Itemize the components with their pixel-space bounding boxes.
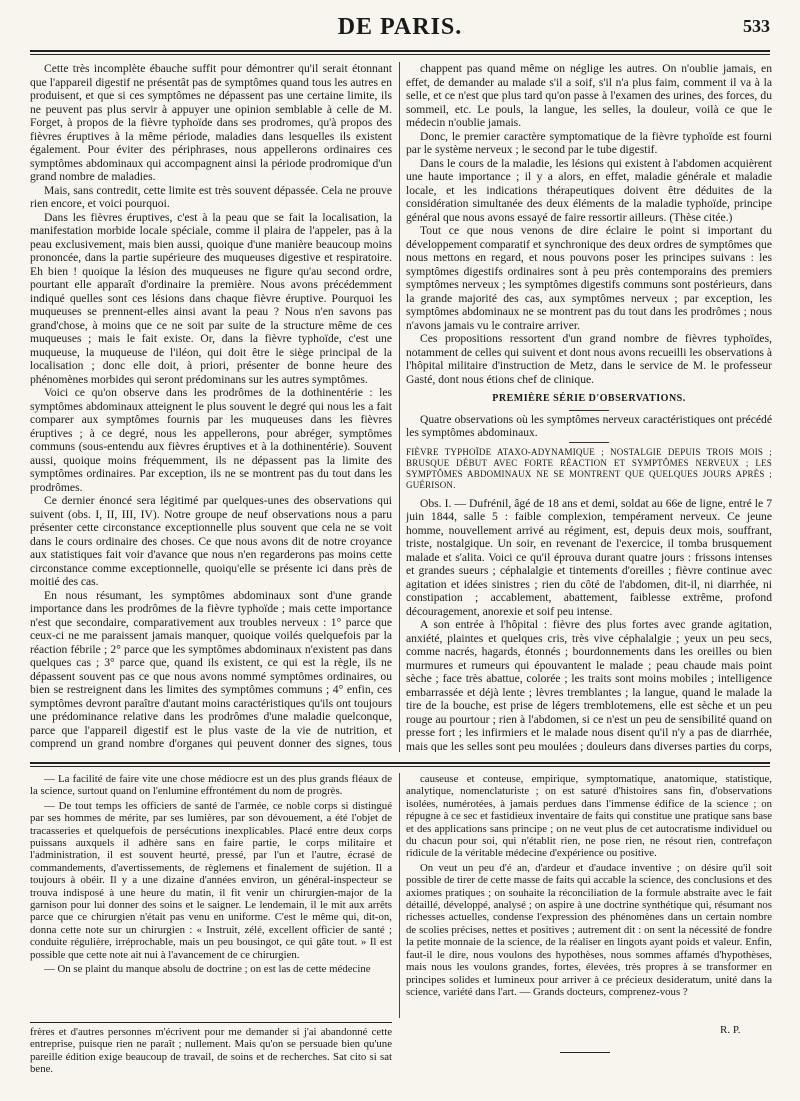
observation-paragraph: Obs. I. — Dufrénil, âgé de 18 ans et demi, soldat au 66e de ligne, entré le 7 juin 1844, salle 5 : faible complexion, tempérament nerveux. Ce jeune homme, nouvellement arrivé au régiment, est, depuis deux mois, souffrant, triste, nostalgique. Un soir, en revenant de l'exercice, il tomba brusquement malade et s'alita. Voici ce qu'il éprouva durant quatre jours : frissons intenses et grandes sueurs ; céphalalgie et tintements d'oreilles ; fièvre continue avec agitation et idées sinistres ; rien du côté de l'abdomen, dit-il, ni diarrhée, ni constipation ; accablement, abattement, faiblesse extrême, profond découragement, anorexie et soif peu intense. [406,496,772,618]
paragraph: Donc, le premier caractère symptomatique de la fièvre typhoïde est fourni par le système nerveux ; le second par le tube digestif. [406,129,772,156]
feuilleton-paragraph: On veut un peu d'é an, d'ardeur et d'audace inventive ; on désire qu'il soit possible de tirer de cette masse de faits qui accable la science, des conclusions et des axiomes pratiques ; on souhaite la réconciliation de la formule abstraite avec le fait détaillé, développé, analysé ; on aspire à une doctrine synthétique qui, résumant nos richesses actuelles, condense l'expression des phénomènes dans un certain nombre de scolies précises, nettes et positives ; autrement dit : on sent la nécessité de fondre la petite monnaie de la science, de la réaliser en lingots ayant poids et valeur. Enfin, faut-il le dire, nous voulons des hypothèses, nous sommes affamés d'hypothèses, mais nous les voulons grandes, fortes, élevées, très propres à se transformer en principes solides et lumineux pour arriver à ce précieux desideratum, unité dans la science, variété dans l'art. — Grands docteurs, comprenez-vous ? [406,861,772,998]
paragraph: Voici ce qu'on observe dans les prodrômes de la dothinentérie : les symptômes abdominaux atteignent le plus souvent le degré qui nous les a fait comparer aux symptômes fournis par les muqueuses dans les fièvres éruptives ; à ce degré, nous les appellerons, pour abréger, symptômes communs (sous-entendu aux fièvres éruptives et à la dothinentérie). Souvent aussi, quoique moins fréquemment, ils ne dépassent pas la limite des symptômes ordinaires. Par exception, ils ne se montrent pas du tout dans les prodrômes. [30,386,392,494]
running-title: DE PARIS. [337,14,463,40]
feuilleton-column-left [30,773,392,1018]
paragraph: Mais, sans contredit, cette limite est très souvent dépassée. Cela ne prouve rien encore, et voici pourquoi. [30,183,392,210]
section-rule [569,410,609,411]
running-head [30,14,770,44]
feuilleton-paragraph: causeuse et conteuse, empirique, symptomatique, anatomique, statistique, analytique, nomenclaturiste ; on est saturé d'histoires sans fin, d'observations isolées, numérotées, à jamais perdues dans l'immense édifice de la science ; on répugne à ce sec et fastidieux inventaire de faits qui constitue une pratique sans base et des applications sans principe ; on ne veut plus de cet autocratisme individuel ou du chacun pour soi, qui n'établit rien, ne pose rien, ne résout rien, contrefaçon ridicule de la véritable médecine d'expérience ou positive. [406,773,772,860]
paragraph: Ce dernier énoncé sera légitimé par quelques-unes des observations qui suivent (obs. I, II, III, IV). Notre groupe de neuf observations nous a paru présenter cette circonstance exceptionnelle plus souvent que cela ne se voit dans le cours ordinaire des choses. Ce que nous avons dit de notre croyance aux statistiques fait voir d'avance que nous n'en regarderons pas moins cette circonstance comme exceptionnelle, quoiqu'elle se présente ici dans près de moitié des cas. [30,494,392,588]
paragraph: Ces propositions ressortent d'un grand nombre de fièvres typhoïdes, notamment de celles qui suivent et dont nous avons recueilli les observations à l'hôpital militaire d'instruction de Metz, dans le service de M. le professeur Gasté, dont nous étions chef de clinique. [406,332,772,386]
paragraph: Cette très incomplète ébauche suffit pour démontrer qu'il serait étonnant que l'appareil digestif ne présentât pas de symptômes quand tous les autres en produisent, et que si ces symptômes ne dépassent pas une certaine limite, ils ne peuvent pas plus servir à appuyer une opinion semblable à celle de M. Forget, à propos de la fièvre typhoïde dans ses prodromes, qu'à propos des fièvres éruptives à la même période, maladies dans lesquelles ils existent également. Pour éviter des périphrases, nous appellerons ordinaires ces symptômes abdominaux qui accompagnent ainsi la période prodromique d'un grand nombre de maladies. [30,62,392,183]
feuilleton-bottom-left [30,1026,392,1086]
column-divider [399,62,400,752]
feuilleton-paragraph: — La facilité de faire vite une chose médiocre est un des plus grands fléaux de la science, surtout quand on l'enlumine effrontément du nom de progrès. [30,773,392,798]
feuilleton-divider [399,773,400,1018]
feuilleton-paragraph: — On se plaint du manque absolu de doctrine ; on est las de cette médecine [44,963,371,976]
paragraph: chappent pas quand même on néglige les autres. On n'oublie jamais, en effet, de demander au malade s'il a soif, s'il n'a plus faim, comment il va à la selle, et ce n'est que plus tard qu'on passe à l'examen des urines, des forces, du sommeil, etc. Le pouls, la langue, les selles, la douleur, voilà ce que le médecin n'oublie jamais. [406,62,772,129]
paragraph: En nous résumant, les symptômes abdominaux sont d'une grande importance dans les prodrômes de la fièvre typhoïde ; mais cette importance n'est que secondaire, comparativement aux troubles nerveux : 1° parce que ceux-ci ne me paraissent jamais manquer, quoique voilés quelquefois par la réaction fébrile ; 2° parce que les symptômes abdominaux n'existent pas dans quelques cas ; 3° parce que, quand ils existent, ce qui est la règle, ils ne dépassent souvent pas ce que nous avons nommé symptômes ordinaires, ou bien se restreignent dans les limites des symptômes communs ; 4° enfin, ces symptômes devront paraître d'autant moins caractéristiques qu'ils ont toujours une prédominance relative dans les prodrômes d'une maladie quelconque, parce que l'appareil digestif est le plus vaste de la vie de nutrition, et comprend un grand nombre d'organes qui peuvent donner des signes, tous [30,588,392,750]
paragraph: Dans les fièvres éruptives, c'est à la peau que se fait la localisation, la manifestation morbide locale spéciale, comme il plaira de l'appeler, pas à la peau exclusivement, mais bien aussi, quoique d'une manière beaucoup moins prononcée, dans la partie supérieure des muqueuses digestive et respiratoire. Eh bien ! quoique la lésion des muqueuses ne figure qu'au second ordre, pourtant elle apparaît d'ordinaire la première. Nous avons précédemment indiqué quelles sont ces lésions dans chaque fièvre éruptive. Pourquoi les muqueuses se prennent-elles ainsi avant la peau ? Nous n'en savons pas grand'chose, à moins que ce ne soit par suite de la structure même de ces muqueuses ; mais le fait existe. Or, dans la fièvre typhoïde, c'est une muqueuse, la muqueuse de l'iléon, qui doit être le siège principal de la localisation ; donc elle doit, à priori, présenter de bonne heure des phénomènes morbides qui seront prédominans sur les autres symptômes. [30,210,392,386]
header-rule [30,50,770,52]
end-rule [560,1052,610,1053]
main-column-right [406,62,772,752]
paragraph: Tout ce que nous venons de dire éclaire le point si important du développement comparatif et synchronique des deux ordres de symptômes que nous mettons en regard, et nous pouvons poser les principes suivans : les symptômes digestifs ordinaires sont à peu près contemporains des premiers symptômes nerveux ; les symptômes digestifs communs sont postérieurs, dans la grande majorité des cas, aux symptômes nerveux ; par exception, les symptômes abdominaux ne se montrent pas du tout dans les prodrômes ; nous n'avons jamais vu le contraire arriver. [406,224,772,332]
bottom-rule [30,1022,392,1023]
section-rule [569,442,609,443]
observation-paragraph: A son entrée à l'hôpital : fièvre des plus fortes avec grande agitation, anxiété, plaintes et quelques cris, très vive céphalalgie ; yeux un peu secs, comme nacrés, hagards, étonnés ; bourdonnements dans les oreilles ou bien murmures et rumeurs qui épouvantent le malade ; peau chaude mais point sèche ; face très abattue, colorée ; les traits sont moins mobiles ; intelligence embarrassée et déjà lente ; lèvres tremblantes ; la langue, quand le malade la tire de la bouche, est prise de légers tremblotemens, elle est sèche et un peu rouge au pourtour ; rien à l'abdomen, si ce n'est un peu de sensibilité quand on presse fort ; les infirmiers et le malade nous disent qu'il n'y a pas de diarrhée, mais que les selles sont peu moulées ; douleurs dans diverses parties du corps, [406,618,772,752]
section-heading: PREMIÈRE SÉRIE D'OBSERVATIONS. [492,393,686,404]
feuilleton-column-right [406,773,772,1018]
paragraph: Dans le cours de la maladie, les lésions qui existent à l'abdomen acquièrent une haute importance ; il y a alors, en effet, maladie générale et maladie locale, et les indications thérapeutiques doivent être déduites de la considération simultanée des deux éléments de la maladie typhoïde, principe général que nous avons essayé de faire ressortir ailleurs. (Thèse citée.) [406,156,772,224]
section-intro: Quatre observations où les symptômes nerveux caractéristiques ont précédé les symptômes abdominaux. [406,412,772,439]
header-rule-thin [30,54,770,55]
feuilleton-rule-thin [30,766,770,767]
feuilleton-paragraph: frères et d'autres personnes m'écrivent pour me demander si j'ai abandonné cette entreprise, puisque rien ne paraît ; nullement. Mais qu'on se persuade bien qu'une pareille édition exige beaucoup de travail, de soins et de recherches. Sat cito si sat bene. [30,1026,392,1076]
main-column-left [30,62,392,752]
page-number: 533 [743,16,770,36]
signature: R. P. [720,1024,741,1036]
feuilleton-paragraph: — De tout temps les officiers de santé de l'armée, ce noble corps si distingué par ses hommes de mérite, par ses lumières, par son dévouement, a été l'objet de tracasseries et quelquefois de persécutions inexplicables. Placé entre deux corps puissans auxquels il adhère sans en faire partie, le corps militaire et l'administration, il est souvent heurté, pressé, par l'un et l'autre, écrasé de commandements, d'avertissements, de règlemens et finalement de sujétion. Il a toujours à obéir. Il y a une dizaine d'années environ, un général-inspecteur se trouva indisposé à une heure du matin, il fit venir un chirurgien-major de la garnison pour lui donner des soins et le saigner. Le lendemain, il le mit aux arrêts parce que ce chirurgien n'était pas venu en uniforme. C'est le même qui, dit-on, donna cette note sur un chirurgien : « Instruit, zélé, excellent officier de santé ; conduite régulière, irréprochable, mais un peu bousingot, ce qui gâte tout. » Il est possible que cette note ait nui à l'avancement de ce chirurgien. [30,799,392,961]
observation-heading: FIÈVRE TYPHOÏDE ATAXO-ADYNAMIQUE ; NOSTALGIE DEPUIS TROIS MOIS ; BRUSQUE DÉBUT AVEC FORTE RÉACTION ET SYMPTÔMES NERVEUX ; LES SYMPTÔMES ABDOMINAUX NE SE MONTRENT QUE QUELQUES JOURS APRÈS ; GUÉRISON. [406,446,772,490]
feuilleton-rule [30,762,770,764]
